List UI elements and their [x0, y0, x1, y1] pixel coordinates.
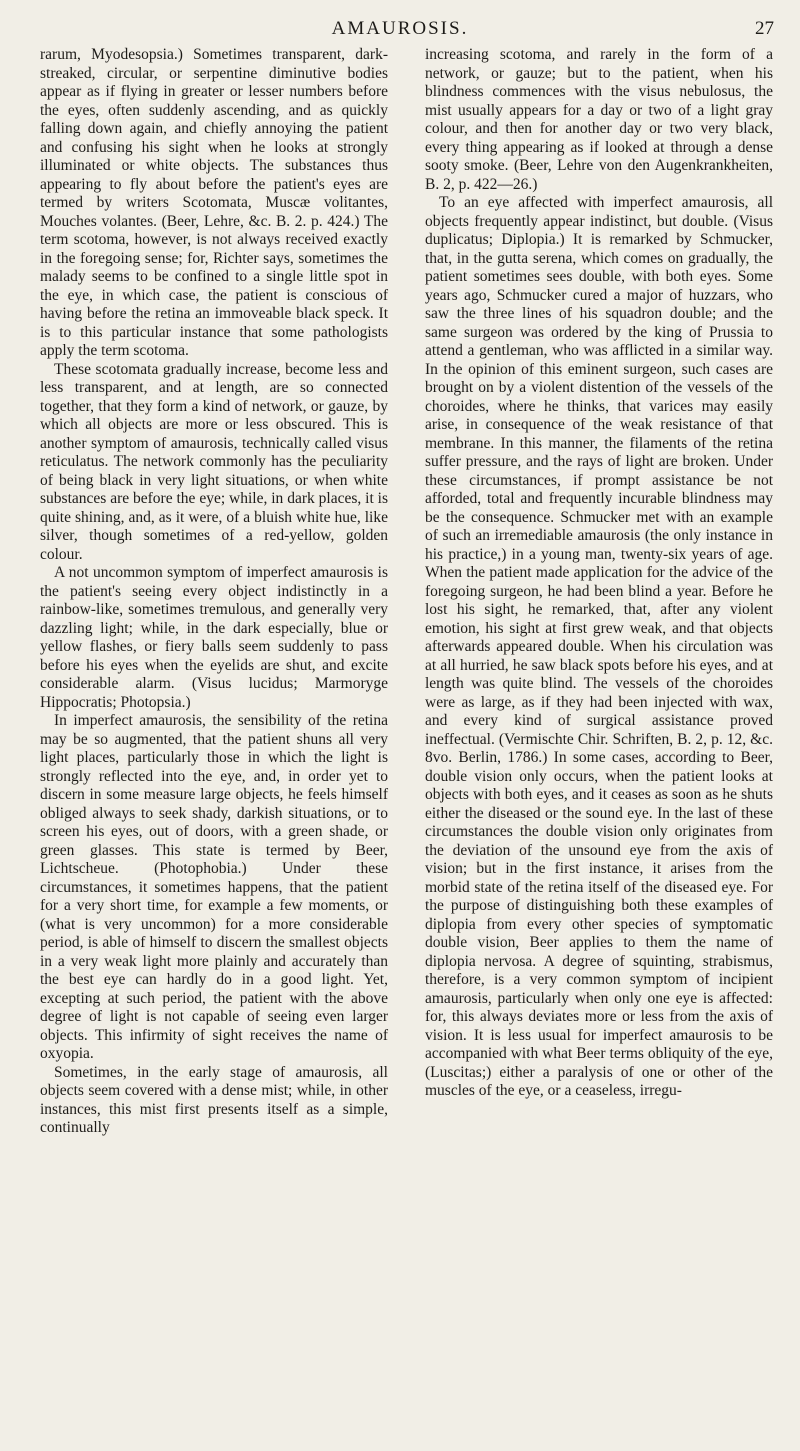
- paragraph: Sometimes, in the early stage of amaurosis, all objects seem covered with a dense mist; while, in other instances, this mist first presents itself as a simple, continually: [40, 1063, 388, 1136]
- running-head: AMAUROSIS.: [331, 18, 469, 39]
- paragraph: rarum, Myodesopsia.) Sometimes transparent, dark-streaked, circular, or serpentine diminutive bodies appear as if flying in greater or lesser numbers before the eyes, often suddenly ascending, and as quickly falling down again, and chiefly annoying the patient and confusing his sight when he looks at strongly illuminated or white objects. The substances thus appearing to fly about before the patient's eyes are termed by writers Scotomata, Muscæ volitantes, Mouches volantes. (Beer, Lehre, &c. B. 2. p. 424.) The term scotoma, however, is not always received exactly in the foregoing sense; for, Richter says, sometimes the malady seems to be confined to a single little spot in the eye, in which case, the patient is conscious of having before the retina an immoveable black speck. It is to this particular instance that some pathologists apply the term scotoma.: [40, 46, 388, 359]
- paragraph: These scotomata gradually increase, become less and less transparent, and at length, are so connected together, that they form a kind of network, or gauze, by which all objects are more or less obscured. This is another symptom of amaurosis, technically called visus reticulatus. The network commonly has the peculiarity of being black in very light situations, or when white substances are before the eye; while, in dark places, it is quite shining, and, as it were, of a bluish white hue, like silver, though sometimes of a red-yellow, golden colour.: [40, 360, 388, 563]
- paragraph: In imperfect amaurosis, the sensibility of the retina may be so augmented, that the patient shuns all very light places, particularly those in which the light is strongly reflected into the eye, and, in order yet to discern in some measure large objects, he feels himself obliged always to seek shady, darkish situations, or to screen his eyes, out of doors, with a green shade, or green glasses. This state is termed by Beer, Lichtscheue. (Photophobia.) Under these circumstances, it sometimes happens, that the patient for a very short time, for example a few moments, or (what is very uncommon) for a more considerable period, is able of himself to discern the smallest objects in a very weak light more plainly and accurately than the best eye can hardly do in a good light. Yet, excepting at such period, the patient with the above degree of light is not capable of seeing even larger objects. This infirmity of sight receives the name of oxyopia.: [40, 712, 388, 1062]
- paragraph: A not uncommon symptom of imperfect amaurosis is the patient's seeing every object indistinctly in a rainbow-like, sometimes tremulous, and generally very dazzling light; while, in the dark especially, blue or yellow flashes, or fiery balls seem suddenly to pass before his eyes when the eyelids are shut, and excite considerable alarm. (Visus lucidus; Marmoryge Hippocratis; Photopsia.): [40, 564, 388, 711]
- left-column: [40, 46, 388, 1138]
- page-number: 27: [755, 18, 774, 39]
- page-header: [0, 12, 800, 42]
- paragraph: increasing scotoma, and rarely in the form of a network, or gauze; but to the patient, when his blindness commences with the visus nebulosus, the mist usually appears for a day or two of a light gray colour, and then for another day or two very black, every thing appearing as if looked at through a dense sooty smoke. (Beer, Lehre von den Augenkrankheiten, B. 2, p. 422—26.): [425, 46, 773, 193]
- paragraph: To an eye affected with imperfect amaurosis, all objects frequently appear indistinct, but double. (Visus duplicatus; Diplopia.) It is remarked by Schmucker, that, in the gutta serena, which comes on gradually, the patient sometimes sees double, with both eyes. Some years ago, Schmucker cured a major of huzzars, who saw the three lines of his squadron double; and the same surgeon was ordered by the king of Prussia to attend a gentleman, who was afflicted in a similar way. In the opinion of this eminent surgeon, such cases are brought on by a violent distention of the vessels of the choroides, where he thinks, that varices may easily arise, in consequence of the weak resistance of that membrane. In this manner, the filaments of the retina suffer pressure, and the rays of light are broken. Under these circumstances, if prompt assistance be not afforded, total and frequently incurable blindness may be the consequence. Schmucker met with an example of such an irremediable amaurosis (the only instance in his practice,) in a young man, twenty-six years of age. When the patient made application for the advice of the foregoing surgeon, he had been blind a year. Before he lost his sight, he remarked, that, after any violent emotion, his sight at first grew weak, and that objects afterwards appeared double. When his circulation was at all hurried, he saw black spots before his eyes, and at length was quite blind. The vessels of the choroides were as large, as if they had been injected with wax, and every kind of surgical assistance proved ineffectual. (Vermischte Chir. Schriften, B. 2, p. 12, &c. 8vo. Berlin, 1786.) In some cases, according to Beer, double vision only occurs, when the patient looks at objects with both eyes, and it ceases as soon as he shuts either the diseased or the sound eye. In the last of these circumstances the double vision only originates from the deviation of the unsound eye from the axis of vision; but in the first instance, it arises from the morbid state of the retina itself of the diseased eye. For the purpose of distinguishing both these examples of diplopia from every other species of symptomatic double vision, Beer applies to them the name of diplopia nervosa. A degree of squinting, strabismus, therefore, is a very common symptom of incipient amaurosis, particularly when only one eye is affected: for, this always deviates more or less from the axis of vision. It is less usual for imperfect amaurosis to be accompanied with what Beer terms obliquity of the eye, (Luscitas;) either a paralysis of one or other of the muscles of the eye, or a ceaseless, irregu-: [425, 194, 773, 1099]
- right-column: [425, 46, 773, 1101]
